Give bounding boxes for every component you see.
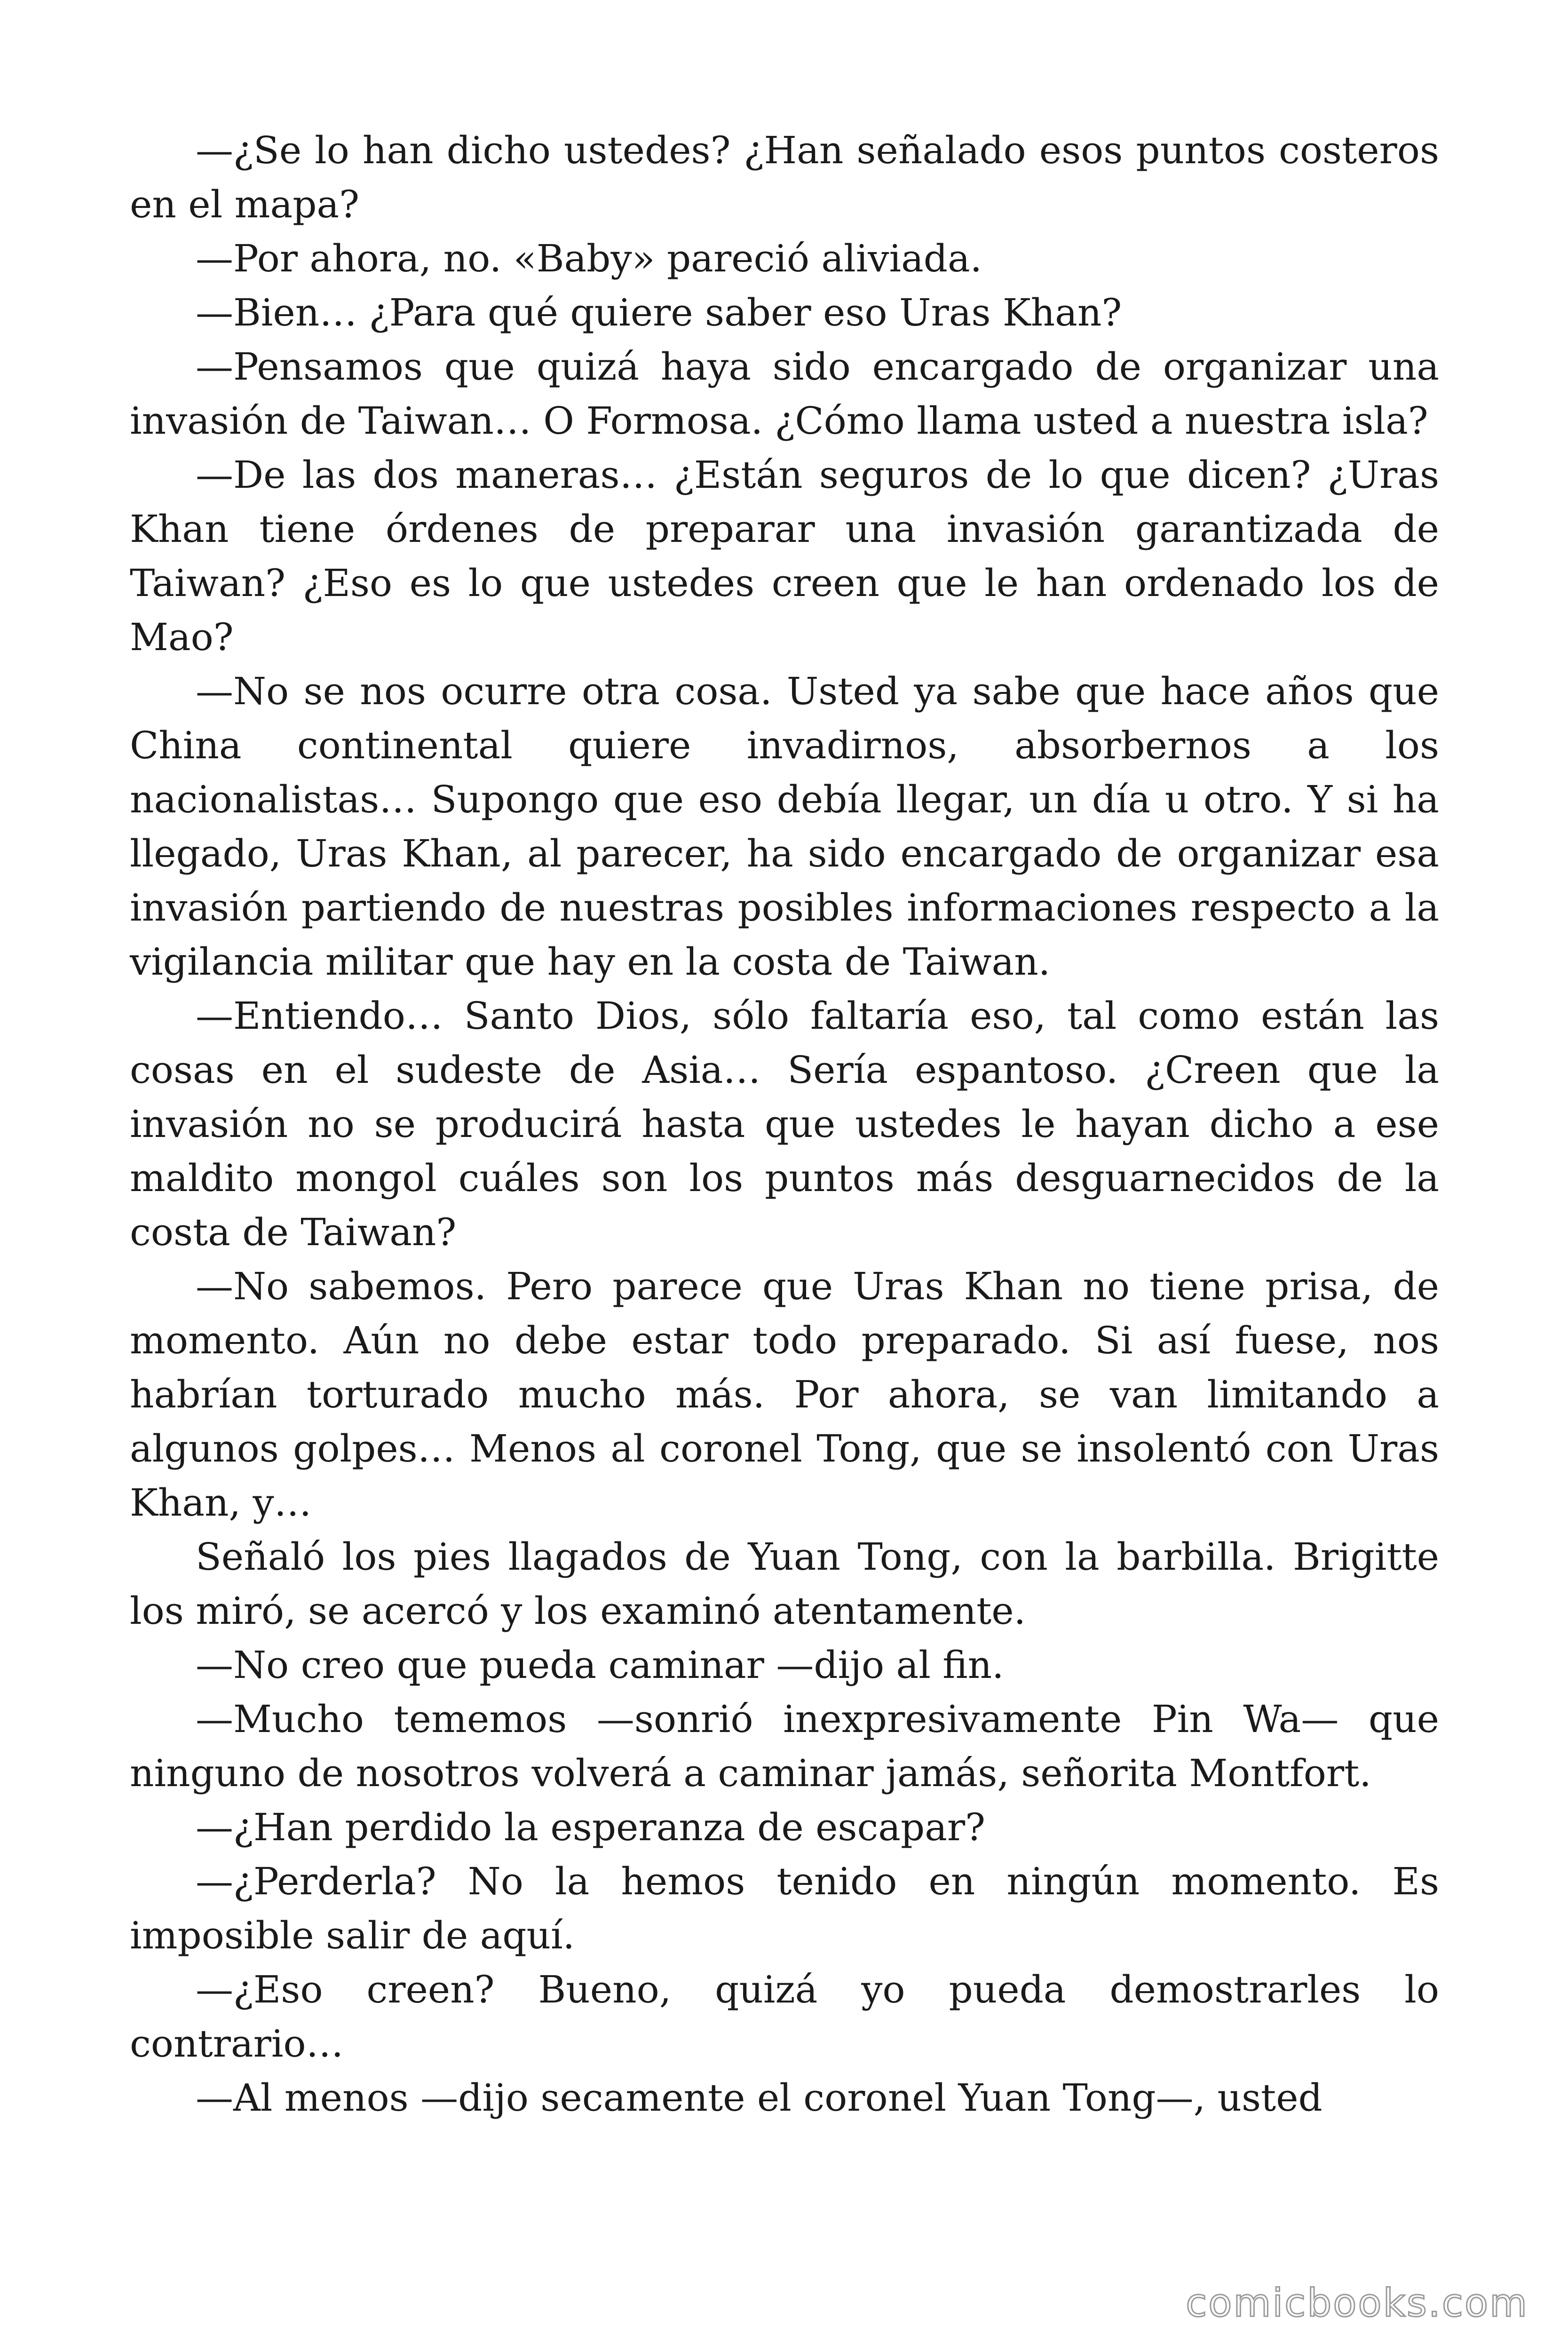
- paragraph: —¿Eso creen? Bueno, quizá yo pueda demostrarles lo contrario…: [130, 1968, 1439, 2066]
- paragraph: —¿Se lo han dicho ustedes? ¿Han señalado esos puntos costeros en el mapa?: [130, 128, 1439, 226]
- paragraph: —Pensamos que quizá haya sido encargado de organizar una invasión de Taiwan… O Formosa. ¿Cómo llama usted a nuestra isla?: [130, 345, 1439, 443]
- paragraph: —No creo que pueda caminar —dijo al fin.: [196, 1643, 1004, 1687]
- paragraph: —Mucho tememos —sonrió inexpresivamente Pin Wa— que ninguno de nosotros volverá a caminar jamás, señorita Montfort.: [130, 1697, 1439, 1795]
- watermark: comicbooks.com: [1186, 2281, 1528, 2326]
- paragraph: —Al menos —dijo secamente el coronel Yuan Tong—, usted: [196, 2076, 1323, 2120]
- paragraph: —Entiendo… Santo Dios, sólo faltaría eso, tal como están las cosas en el sudeste de Asia… Sería espantoso. ¿Creen que la invasión no se producirá hasta que ustedes le hayan dicho a ese maldito mongol cuáles son los puntos más desguarnecidos de la costa de Taiwan?: [130, 994, 1439, 1254]
- body-text: [130, 123, 1439, 2125]
- paragraph: Señaló los pies llagados de Yuan Tong, con la barbilla. Brigitte los miró, se acercó y los examinó atentamente.: [130, 1535, 1439, 1633]
- paragraph: —¿Perderla? No la hemos tenido en ningún momento. Es imposible salir de aquí.: [130, 1859, 1439, 1957]
- paragraph: —¿Han perdido la esperanza de escapar?: [196, 1805, 986, 1849]
- paragraph: —Por ahora, no. «Baby» pareció aliviada.: [196, 237, 982, 280]
- paragraph: —Bien… ¿Para qué quiere saber eso Uras Khan?: [196, 291, 1122, 334]
- paragraph: —De las dos maneras… ¿Están seguros de lo que dicen? ¿Uras Khan tiene órdenes de preparar una invasión garantizada de Taiwan? ¿Eso es lo que ustedes creen que le han ordenado los de Mao?: [130, 453, 1439, 659]
- paragraph: —No sabemos. Pero parece que Uras Khan no tiene prisa, de momento. Aún no debe estar todo preparado. Si así fuese, nos habrían torturado mucho más. Por ahora, se van limitando a algunos golpes… Menos al coronel Tong, que se insolentó con Uras Khan, y…: [130, 1264, 1439, 1525]
- paragraph: —No se nos ocurre otra cosa. Usted ya sabe que hace años que China continental quiere invadirnos, absorbernos a los nacionalistas… Supongo que eso debía llegar, un día u otro. Y si ha llegado, Uras Khan, al parecer, ha sido encargado de organizar esa invasión partiendo de nuestras posibles informaciones respecto a la vigilancia militar que hay en la costa de Taiwan.: [130, 669, 1439, 984]
